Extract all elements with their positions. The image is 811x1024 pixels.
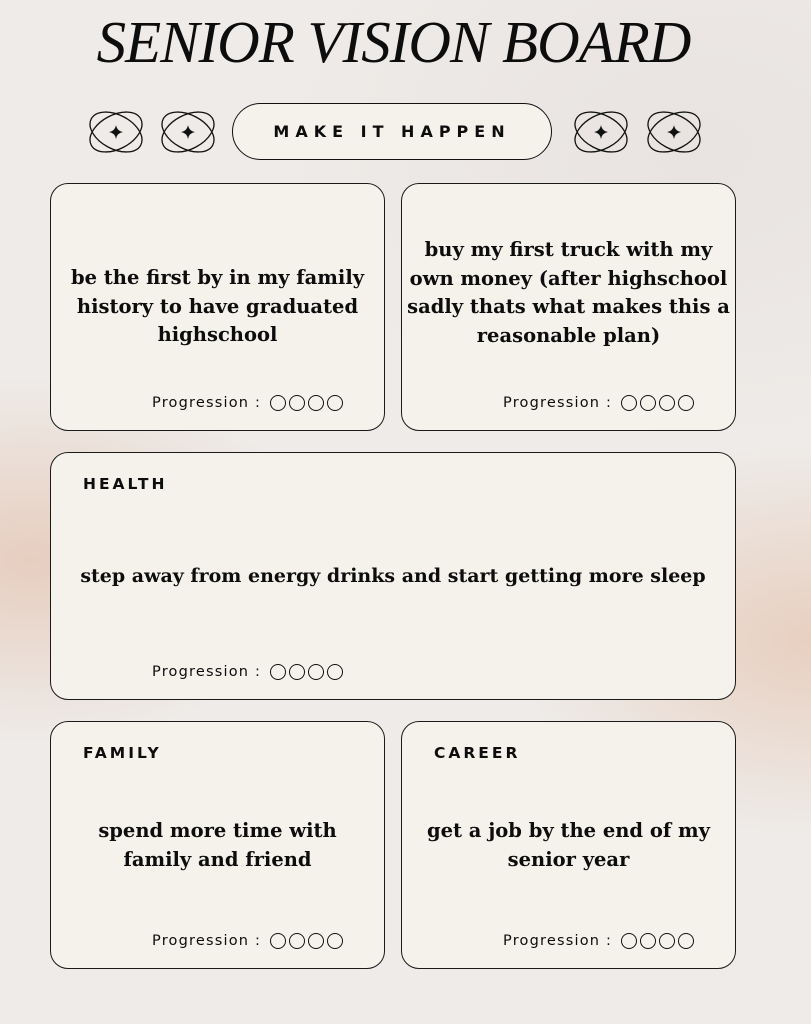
progress-tracker [503, 933, 697, 949]
goal-text: buy my first truck with my own money (after highschool sadly thats what makes this a reasonable plan) [407, 238, 730, 347]
orbit-sparkle-icon [86, 106, 146, 158]
progress-circle[interactable] [621, 933, 637, 949]
progress-circle[interactable] [659, 933, 675, 949]
progress-circle[interactable] [678, 395, 694, 411]
progress-tracker [152, 395, 346, 411]
progress-circle[interactable] [678, 933, 694, 949]
progress-circle[interactable] [270, 664, 286, 680]
progress-circle[interactable] [270, 395, 286, 411]
progress-circle[interactable] [289, 664, 305, 680]
progress-circle[interactable] [270, 933, 286, 949]
goal-card-health [50, 452, 736, 700]
progress-circle[interactable] [327, 664, 343, 680]
goal-card-graduation [50, 183, 385, 431]
progress-circle[interactable] [289, 933, 305, 949]
progress-label: Progression : [503, 395, 613, 411]
progress-circle[interactable] [640, 395, 656, 411]
category-label: CAREER [434, 744, 521, 762]
progress-circle[interactable] [327, 933, 343, 949]
progress-circle[interactable] [327, 395, 343, 411]
goal-card-career [401, 721, 736, 969]
progress-label: Progression : [503, 933, 613, 949]
orbit-sparkle-icon [644, 106, 704, 158]
progress-tracker [503, 395, 697, 411]
goal-text: be the first by in my family history to have graduated highschool [70, 266, 365, 346]
category-label: FAMILY [83, 744, 162, 762]
progress-label: Progression : [152, 395, 262, 411]
progress-circle[interactable] [640, 933, 656, 949]
goal-text: step away from energy drinks and start getting more sleep [80, 565, 706, 587]
orbit-sparkle-icon [571, 106, 631, 158]
category-label: HEALTH [83, 475, 168, 493]
progress-circle[interactable] [308, 395, 324, 411]
goal-text: spend more time with family and friend [98, 819, 337, 871]
page-title: SENIOR VISION BOARD [96, 9, 691, 75]
progress-circle[interactable] [289, 395, 305, 411]
progress-tracker [152, 933, 346, 949]
badge-label: MAKE IT HAPPEN [273, 122, 511, 141]
progress-tracker [152, 664, 346, 680]
goal-card-truck [401, 183, 736, 431]
progress-circle[interactable] [308, 933, 324, 949]
progress-circle[interactable] [308, 664, 324, 680]
goal-text: get a job by the end of my senior year [426, 819, 711, 871]
progress-label: Progression : [152, 664, 262, 680]
orbit-sparkle-icon [158, 106, 218, 158]
progress-circle[interactable] [621, 395, 637, 411]
progress-label: Progression : [152, 933, 262, 949]
progress-circle[interactable] [659, 395, 675, 411]
goal-card-family [50, 721, 385, 969]
make-it-happen-badge [232, 103, 552, 160]
